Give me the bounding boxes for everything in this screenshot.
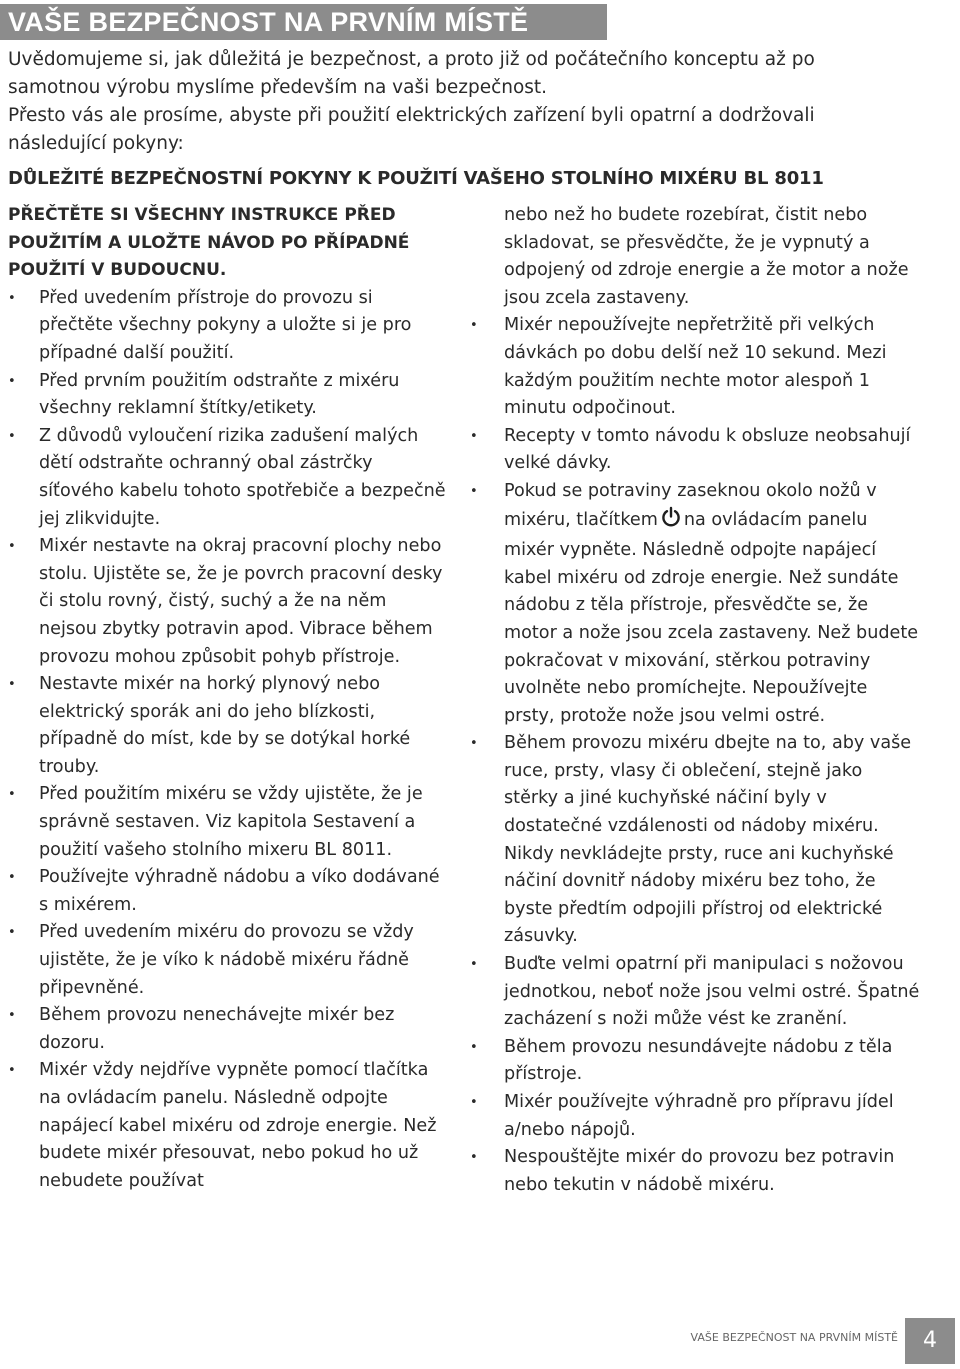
bullet-icon: • — [8, 290, 16, 306]
bullet-icon: • — [8, 373, 16, 389]
list-item: • Během provozu nesundávejte nádobu z těla přístroje. — [470, 1034, 920, 1089]
list-item: • Z důvodů vyloučení rizika zadušení malých dětí odstraňte ochranný obal zástrčky síťového kabelu tohoto spotřebiče a bezpečně jej zlikvidujte. — [8, 423, 448, 533]
intro-paragraph: Přesto vás ale prosíme, abyste při použití elektrických zařízení byli opatrní a dodržovali následující pokyny: — [8, 105, 815, 154]
list-item: • Během provozu nenechávejte mixér bez dozoru. — [8, 1002, 448, 1057]
list-item: • Mixér nestavte na okraj pracovní plochy nebo stolu. Ujistěte se, že je povrch pracovní desky či stolu rovný, čistý, suchý a že na něm nejsou zbytky potravin apod. Vibrace během provozu mohou způsobit pohyb přístroje. — [8, 533, 448, 671]
bullet-icon: • — [8, 787, 16, 803]
bullet-icon: • — [8, 1008, 16, 1024]
page-number: 4 — [905, 1318, 955, 1364]
list-item: • Recepty v tomto návodu k obsluze neobsahují velké dávky. — [470, 423, 920, 478]
bullet-icon: • — [8, 925, 16, 941]
list-item: • Během provozu mixéru dbejte na to, aby vaše ruce, prsty, vlasy či oblečení, stejně jako stěrky a jiné kuchyňské náčiní byly v dostatečné vzdálenosti od nádoby mixéru. Nikdy nevkládejte prsty, ruce ani kuchyňské náčiní dovnitř nádoby mixéru bez toho, že byste předtím odpojili přístroj od elektrické zásuvky. — [470, 730, 920, 951]
bullet-icon: • — [8, 870, 16, 886]
list-item: • Mixér vždy nejdříve vypněte pomocí tlačítka na ovládacím panelu. Následně odpojte napájecí kabel mixéru od zdroje energie. Než budete mixér přesouvat, nebo pokud ho už nebudete používat — [8, 1057, 448, 1195]
right-column — [470, 202, 920, 1199]
list-item: • Nespouštějte mixér do provozu bez potravin nebo tekutin v nádobě mixéru. — [470, 1144, 920, 1199]
bullet-icon: • — [8, 677, 16, 693]
right-bullet-list — [470, 312, 920, 1199]
list-item: • Používejte výhradně nádobu a víko dodávané s mixérem. — [8, 864, 448, 919]
bullet-icon: • — [470, 1039, 478, 1055]
left-column — [8, 202, 448, 1195]
bullet-icon: • — [470, 736, 478, 752]
read-instructions-notice: PŘEČTĚTE SI VŠECHNY INSTRUKCE PŘED POUŽITÍM A ULOŽTE NÁVOD PO PŘÍPADNÉ POUŽITÍ V BUDOUCNU. — [8, 205, 410, 281]
intro-paragraph: Uvědomujeme si, jak důležitá je bezpečnost, a proto již od počátečního konceptu až po samotnou výrobu myslíme především na vaši bezpečnost. — [8, 49, 815, 98]
list-item: • Před uvedením přístroje do provozu si přečtěte všechny pokyny a uložte si je pro případné další použití. — [8, 285, 448, 368]
bullet-icon: • — [8, 428, 16, 444]
list-item: • Pokud se potraviny zaseknou okolo nožů v mixéru, tlačítkem na ovládacím panelu mixér vypněte. Následně odpojte napájecí kabel mixéru od zdroje energie. Než sundáte nádobu z těla přístroje, přesvědčte se, že motor a nože jsou zcela zastaveny. Než budete pokračovat v mixování, stěrkou potraviny uvolněte nebo promíchejte. Nepoužívejte prsty, protože nože jsou velmi ostré. — [470, 478, 920, 730]
list-item: • Mixér nepoužívejte nepřetržitě při velkých dávkách po dobu delší než 10 sekund. Mezi každým použitím nechte motor alespoň 1 minutu odpočinout. — [470, 312, 920, 422]
left-bullet-list — [8, 285, 448, 1196]
list-item: • Před prvním použitím odstraňte z mixéru všechny reklamní štítky/etikety. — [8, 368, 448, 423]
continued-text: nebo než ho budete rozebírat, čistit nebo skladovat, se přesvědčte, že je vypnutý a odpojený od zdroje energie a že motor a nože jsou zcela zastaveny. — [504, 205, 909, 308]
list-item: • Nestavte mixér na horký plynový nebo elektrický sporák ani do jeho blízkosti, případně do míst, kde by se dotýkal horké trouby. — [8, 671, 448, 781]
intro — [8, 46, 908, 158]
page-title: VAŠE BEZPEČNOST NA PRVNÍM MÍSTĚ — [0, 4, 607, 40]
section-heading: DŮLEŽITÉ BEZPEČNOSTNÍ POKYNY K POUŽITÍ VAŠEHO STOLNÍHO MIXÉRU BL 8011 — [8, 168, 824, 189]
bullet-icon: • — [470, 1095, 478, 1110]
bullet-icon: • — [8, 539, 16, 555]
bullet-icon: • — [470, 428, 478, 444]
power-icon — [660, 506, 682, 538]
list-item: • Mixér používejte výhradně pro přípravu jídel a/nebo nápojů. — [470, 1089, 920, 1144]
list-item: • Před použitím mixéru se vždy ujistěte, že je správně sestaven. Viz kapitola Sestavení a použití vašeho stolního mixeru BL 8011. — [8, 781, 448, 864]
bullet-icon: • — [470, 1150, 478, 1166]
bullet-icon: • — [8, 1063, 16, 1079]
list-item: • Před uvedením mixéru do provozu se vždy ujistěte, že je víko k nádobě mixéru řádně připevněné. — [8, 919, 448, 1002]
bullet-icon: • — [470, 483, 478, 499]
list-item: • Buďte velmi opatrní při manipulaci s nožovou jednotkou, neboť nože jsou velmi ostré. Špatné zacházení s noži může vést ke zranění. — [470, 951, 920, 1034]
footer-section-title: VAŠE BEZPEČNOST NA PRVNÍM MÍSTĚ — [690, 1331, 898, 1344]
bullet-icon: • — [470, 318, 478, 334]
bullet-icon: • — [470, 957, 478, 973]
